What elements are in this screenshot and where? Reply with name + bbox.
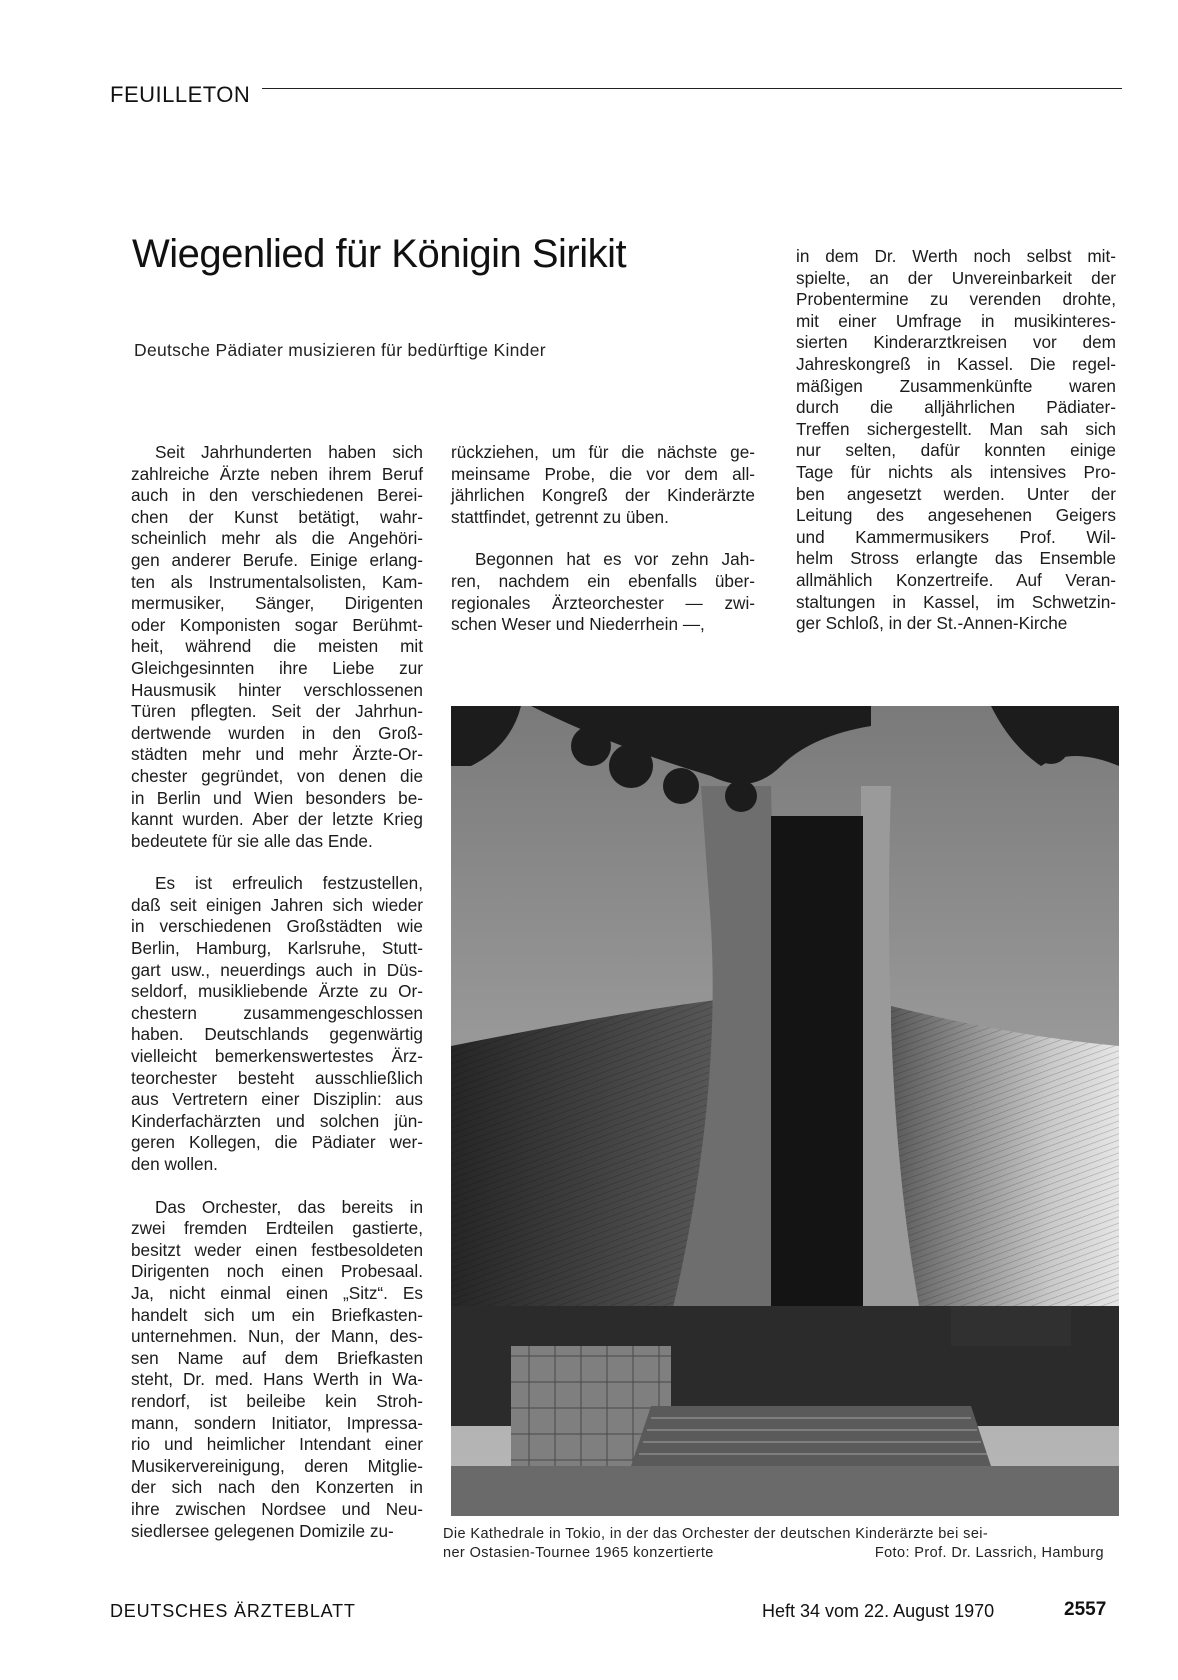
paragraph bbox=[131, 442, 423, 852]
text-line: Es ist erfreulich festzustellen, bbox=[155, 873, 423, 894]
text-line: Jahreskongreß in Kassel. Die regel- bbox=[796, 353, 1116, 374]
text-line: Dirigenten noch einen Probesaal. bbox=[131, 1261, 423, 1282]
footer-publication: DEUTSCHES ÄRZTEBLATT bbox=[110, 1601, 356, 1621]
text-line: auch in den verschiedenen Berei- bbox=[131, 485, 423, 506]
text-line: seldorf, musikliebende Ärzte zu Or- bbox=[131, 981, 423, 1002]
text-line: zahlreiche Ärzte neben ihrem Beruf bbox=[131, 463, 423, 484]
section-rule bbox=[262, 88, 1122, 89]
text-line: rendorf, ist beileibe kein Stroh- bbox=[131, 1390, 423, 1411]
caption-line: ner Ostasien-Tournee 1965 konzertierte bbox=[443, 1545, 714, 1561]
page-number: 2557 bbox=[1064, 1599, 1107, 1620]
text-line: Seit Jahrhunderten haben sich bbox=[155, 442, 423, 462]
text-line: und Kammermusikers Prof. Wil- bbox=[796, 526, 1116, 547]
text-line: steht, Dr. med. Hans Werth in Wa- bbox=[131, 1369, 423, 1390]
text-line: in verschiedenen Großstädten wie bbox=[131, 916, 423, 937]
text-line: in dem Dr. Werth noch selbst mit- bbox=[796, 246, 1116, 266]
text-line: mann, sondern Initiator, Impressa- bbox=[131, 1412, 423, 1433]
text-line: Kinderfachärzten und solchen jün- bbox=[131, 1110, 423, 1131]
text-line: siedlersee gelegenen Domizile zu- bbox=[131, 1520, 394, 1541]
text-line: spielte, an der Unvereinbarkeit der bbox=[796, 267, 1116, 288]
text-line: handelt sich um ein Briefkasten- bbox=[131, 1304, 423, 1325]
text-line: schen Weser und Niederrhein —, bbox=[451, 614, 705, 635]
text-line: kannt wurden. Aber der letzte Krieg bbox=[131, 809, 423, 830]
article-title: Wiegenlied für Königin Sirikit bbox=[132, 232, 627, 276]
text-line: ger Schloß, in der St.-Annen-Kirche bbox=[796, 613, 1068, 634]
paragraph bbox=[451, 549, 755, 635]
text-line: bedeutete für sie alle das Ende. bbox=[131, 830, 373, 851]
text-line: scheinlich mehr als die Angehöri- bbox=[131, 528, 423, 549]
text-column-2 bbox=[451, 442, 755, 636]
paragraph bbox=[796, 246, 1116, 635]
text-line: Gleichgesinnten ihre Liebe zur bbox=[131, 657, 423, 678]
text-line: dertwende wurden in den Groß- bbox=[131, 722, 423, 743]
text-line: meinsame Probe, die vor dem all- bbox=[451, 463, 755, 484]
paragraph bbox=[131, 873, 423, 1175]
text-line: allmählich Konzertreife. Auf Veran- bbox=[796, 569, 1116, 590]
text-line: helm Stross erlangte das Ensemble bbox=[796, 548, 1116, 569]
text-line: chestern zusammengeschlossen bbox=[131, 1002, 423, 1023]
cathedral-photo bbox=[451, 706, 1119, 1516]
text-line: ren, nachdem ein ebenfalls über- bbox=[451, 570, 755, 591]
text-line: Das Orchester, das bereits in bbox=[155, 1196, 423, 1217]
text-line: den wollen. bbox=[131, 1154, 218, 1174]
text-line: gen anderer Berufe. Einige erlang- bbox=[131, 549, 423, 570]
text-line: geren Kollegen, die Pädiater wer- bbox=[131, 1132, 423, 1153]
text-line: jährlichen Kongreß der Kinderärzte bbox=[451, 485, 755, 506]
text-line: Probentermine zu verenden drohte, bbox=[796, 289, 1116, 310]
photo-credit: Foto: Prof. Dr. Lassrich, Hamburg bbox=[874, 1545, 1104, 1561]
text-line: gart usw., neuerdings auch in Düs- bbox=[131, 959, 423, 980]
text-line: sierten Kinderarztkreisen vor dem bbox=[796, 332, 1116, 353]
text-line: aus Vertretern einer Disziplin: aus bbox=[131, 1089, 423, 1110]
text-line: in Berlin und Wien besonders be- bbox=[131, 787, 423, 808]
text-line: regionales Ärzteorchester — zwi- bbox=[451, 592, 755, 613]
text-line: ten als Instrumentalsolisten, Kam- bbox=[131, 571, 423, 592]
text-line: Begonnen hat es vor zehn Jah- bbox=[475, 549, 755, 570]
caption-line: Die Kathedrale in Tokio, in der das Orchester der deutschen Kinderärzte bei sei- bbox=[443, 1526, 989, 1542]
text-line: daß seit einigen Jahren sich wieder bbox=[131, 894, 423, 915]
text-line: Musikervereinigung, deren Mitglie- bbox=[131, 1455, 423, 1476]
text-column-3 bbox=[796, 246, 1116, 635]
paragraph bbox=[131, 1197, 423, 1543]
text-line: nur selten, dafür konnten einige bbox=[796, 440, 1116, 461]
text-line: Berlin, Hamburg, Karlsruhe, Stutt- bbox=[131, 938, 423, 959]
text-line: Leitung des angesehenen Geigers bbox=[796, 505, 1116, 526]
text-line: mäßigen Zusammenkünfte waren bbox=[796, 375, 1116, 396]
text-line: heit, während die meisten mit bbox=[131, 636, 423, 657]
text-line: mermusiker, Sänger, Dirigenten bbox=[131, 593, 423, 614]
text-line: staltungen in Kassel, im Schwetzin- bbox=[796, 591, 1116, 612]
text-line: haben. Deutschlands gegenwärtig bbox=[131, 1024, 423, 1045]
text-line: sen Name auf dem Briefkasten bbox=[131, 1347, 423, 1368]
text-line: chen der Kunst betätigt, wahr- bbox=[131, 506, 423, 527]
text-line: rückziehen, um für die nächste ge- bbox=[451, 442, 755, 462]
text-column-1 bbox=[131, 442, 423, 1542]
text-line: chester gegründet, von denen die bbox=[131, 765, 423, 786]
text-line: oder Komponisten sogar Berühmt- bbox=[131, 614, 423, 635]
photo-caption bbox=[443, 1525, 1118, 1563]
text-line: mit einer Umfrage in musikinteres- bbox=[796, 310, 1116, 331]
text-line: teorchester besteht ausschließlich bbox=[131, 1067, 423, 1088]
text-line: besitzt weder einen festbesoldeten bbox=[131, 1239, 423, 1260]
text-line: Treffen sichergestellt. Man sah sich bbox=[796, 418, 1116, 439]
text-line: stattfindet, getrennt zu üben. bbox=[451, 506, 669, 527]
text-line: ben angesetzt werden. Unter der bbox=[796, 483, 1116, 504]
text-line: Türen pflegten. Seit der Jahrhun- bbox=[131, 701, 423, 722]
paragraph bbox=[451, 442, 755, 528]
text-line: zwei fremden Erdteilen gastierte, bbox=[131, 1218, 423, 1239]
section-label: FEUILLETON bbox=[110, 82, 251, 107]
text-line: durch die alljährlichen Pädiater- bbox=[796, 397, 1116, 418]
text-line: rio und heimlicher Intendant einer bbox=[131, 1434, 423, 1455]
text-line: vielleicht bemerkenswertestes Ärz- bbox=[131, 1046, 423, 1067]
text-line: ihre zwischen Nordsee und Neu- bbox=[131, 1498, 423, 1519]
text-line: städten mehr und mehr Ärzte-Or- bbox=[131, 744, 423, 765]
text-line: unternehmen. Nun, der Mann, des- bbox=[131, 1326, 423, 1347]
text-line: Tage für nichts als intensives Pro- bbox=[796, 461, 1116, 482]
text-line: Ja, nicht einmal einen „Sitz“. Es bbox=[131, 1282, 423, 1303]
text-line: der sich nach den Konzerten in bbox=[131, 1477, 423, 1498]
footer-issue: Heft 34 vom 22. August 1970 bbox=[762, 1601, 995, 1621]
article-subtitle: Deutsche Pädiater musizieren für bedürftige Kinder bbox=[134, 340, 546, 360]
text-line: Hausmusik hinter verschlossenen bbox=[131, 679, 423, 700]
